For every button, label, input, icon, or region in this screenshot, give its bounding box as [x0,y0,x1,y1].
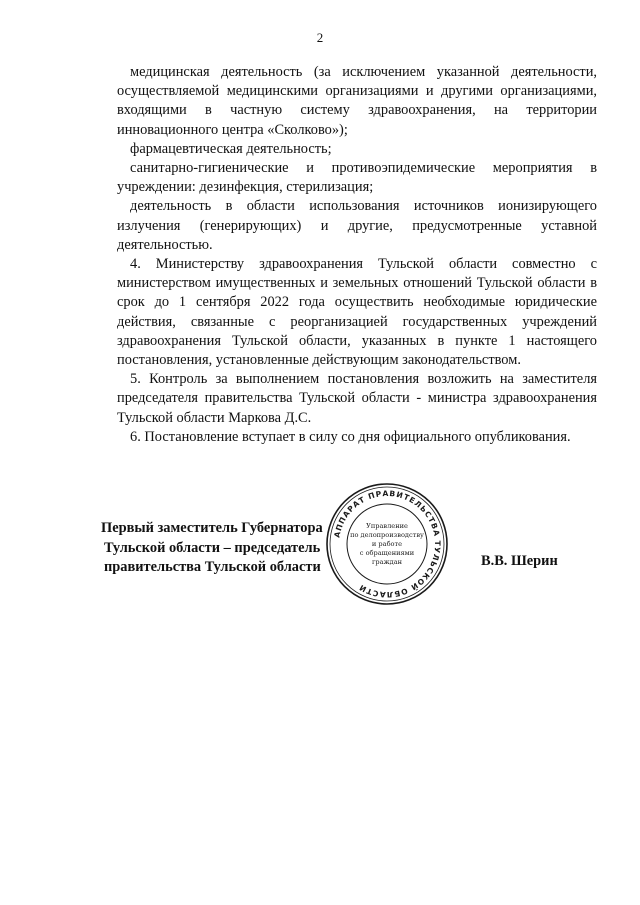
stamp-center-line-2: по делопроизводству [350,531,424,539]
stamp-center-line-1: Управление [366,522,408,530]
signer-title-line-2: Тульской области – председатель [104,539,321,556]
paragraph-item-5: 5. Контроль за выполнением постановления возложить на заместителя председателя правительства Тульской области - министра здравоохранения Тульской области Маркова Д.С. [117,371,597,426]
stamp-center-line-5: граждан [371,558,403,566]
page-number: 2 [316,30,324,45]
paragraph-medical-activity: медицинская деятельность (за исключением указанной деятельности, осуществляемой медицинскими организациями и другими организациями, входящими в частную систему здравоохранения, на территории инновационного центра «Сколково»); [117,64,597,138]
signer-name: В.В. Шерин [481,553,558,569]
stamp-ring-text: АППАРАТ ПРАВИТЕЛЬСТВА ТУЛЬСКОЙ ОБЛАСТИ [332,488,443,600]
paragraph-pharmaceutical: фармацевтическая деятельность; [130,140,332,157]
paragraph-item-4: 4. Министерству здравоохранения Тульской области совместно с министерством имущественных и земельных отношений Тульской области в срок до 1 сентября 2022 года осуществить необходимые юридические действия, связанные с реорганизацией государственных учреждений здравоохранения Тульской области, указанных в пункте 1 настоящего постановления, установленные действующим законодательством. [117,256,597,369]
document-body [117,63,597,447]
signer-title-line-3: правительства Тульской области [104,559,321,576]
paragraph-ionizing: деятельность в области использования источников ионизирующего излучения (генерирующих) и другие, предусмотренные уставной деятельностью. [117,198,597,253]
stamp-center-line-4: с обращениями [359,549,415,557]
official-stamp [323,480,451,608]
paragraph-sanitary: санитарно-гигиенические и противоэпидемические мероприятия в учреждении: дезинфекция, стерилизация; [117,160,597,196]
paragraph-item-6: 6. Постановление вступает в силу со дня официального опубликования. [130,428,571,445]
stamp-center-text [350,522,424,566]
stamp-center-line-3: и работе [371,540,403,548]
signer-title-line-1: Первый заместитель Губернатора [101,520,323,536]
stamp-graphic [323,480,451,608]
